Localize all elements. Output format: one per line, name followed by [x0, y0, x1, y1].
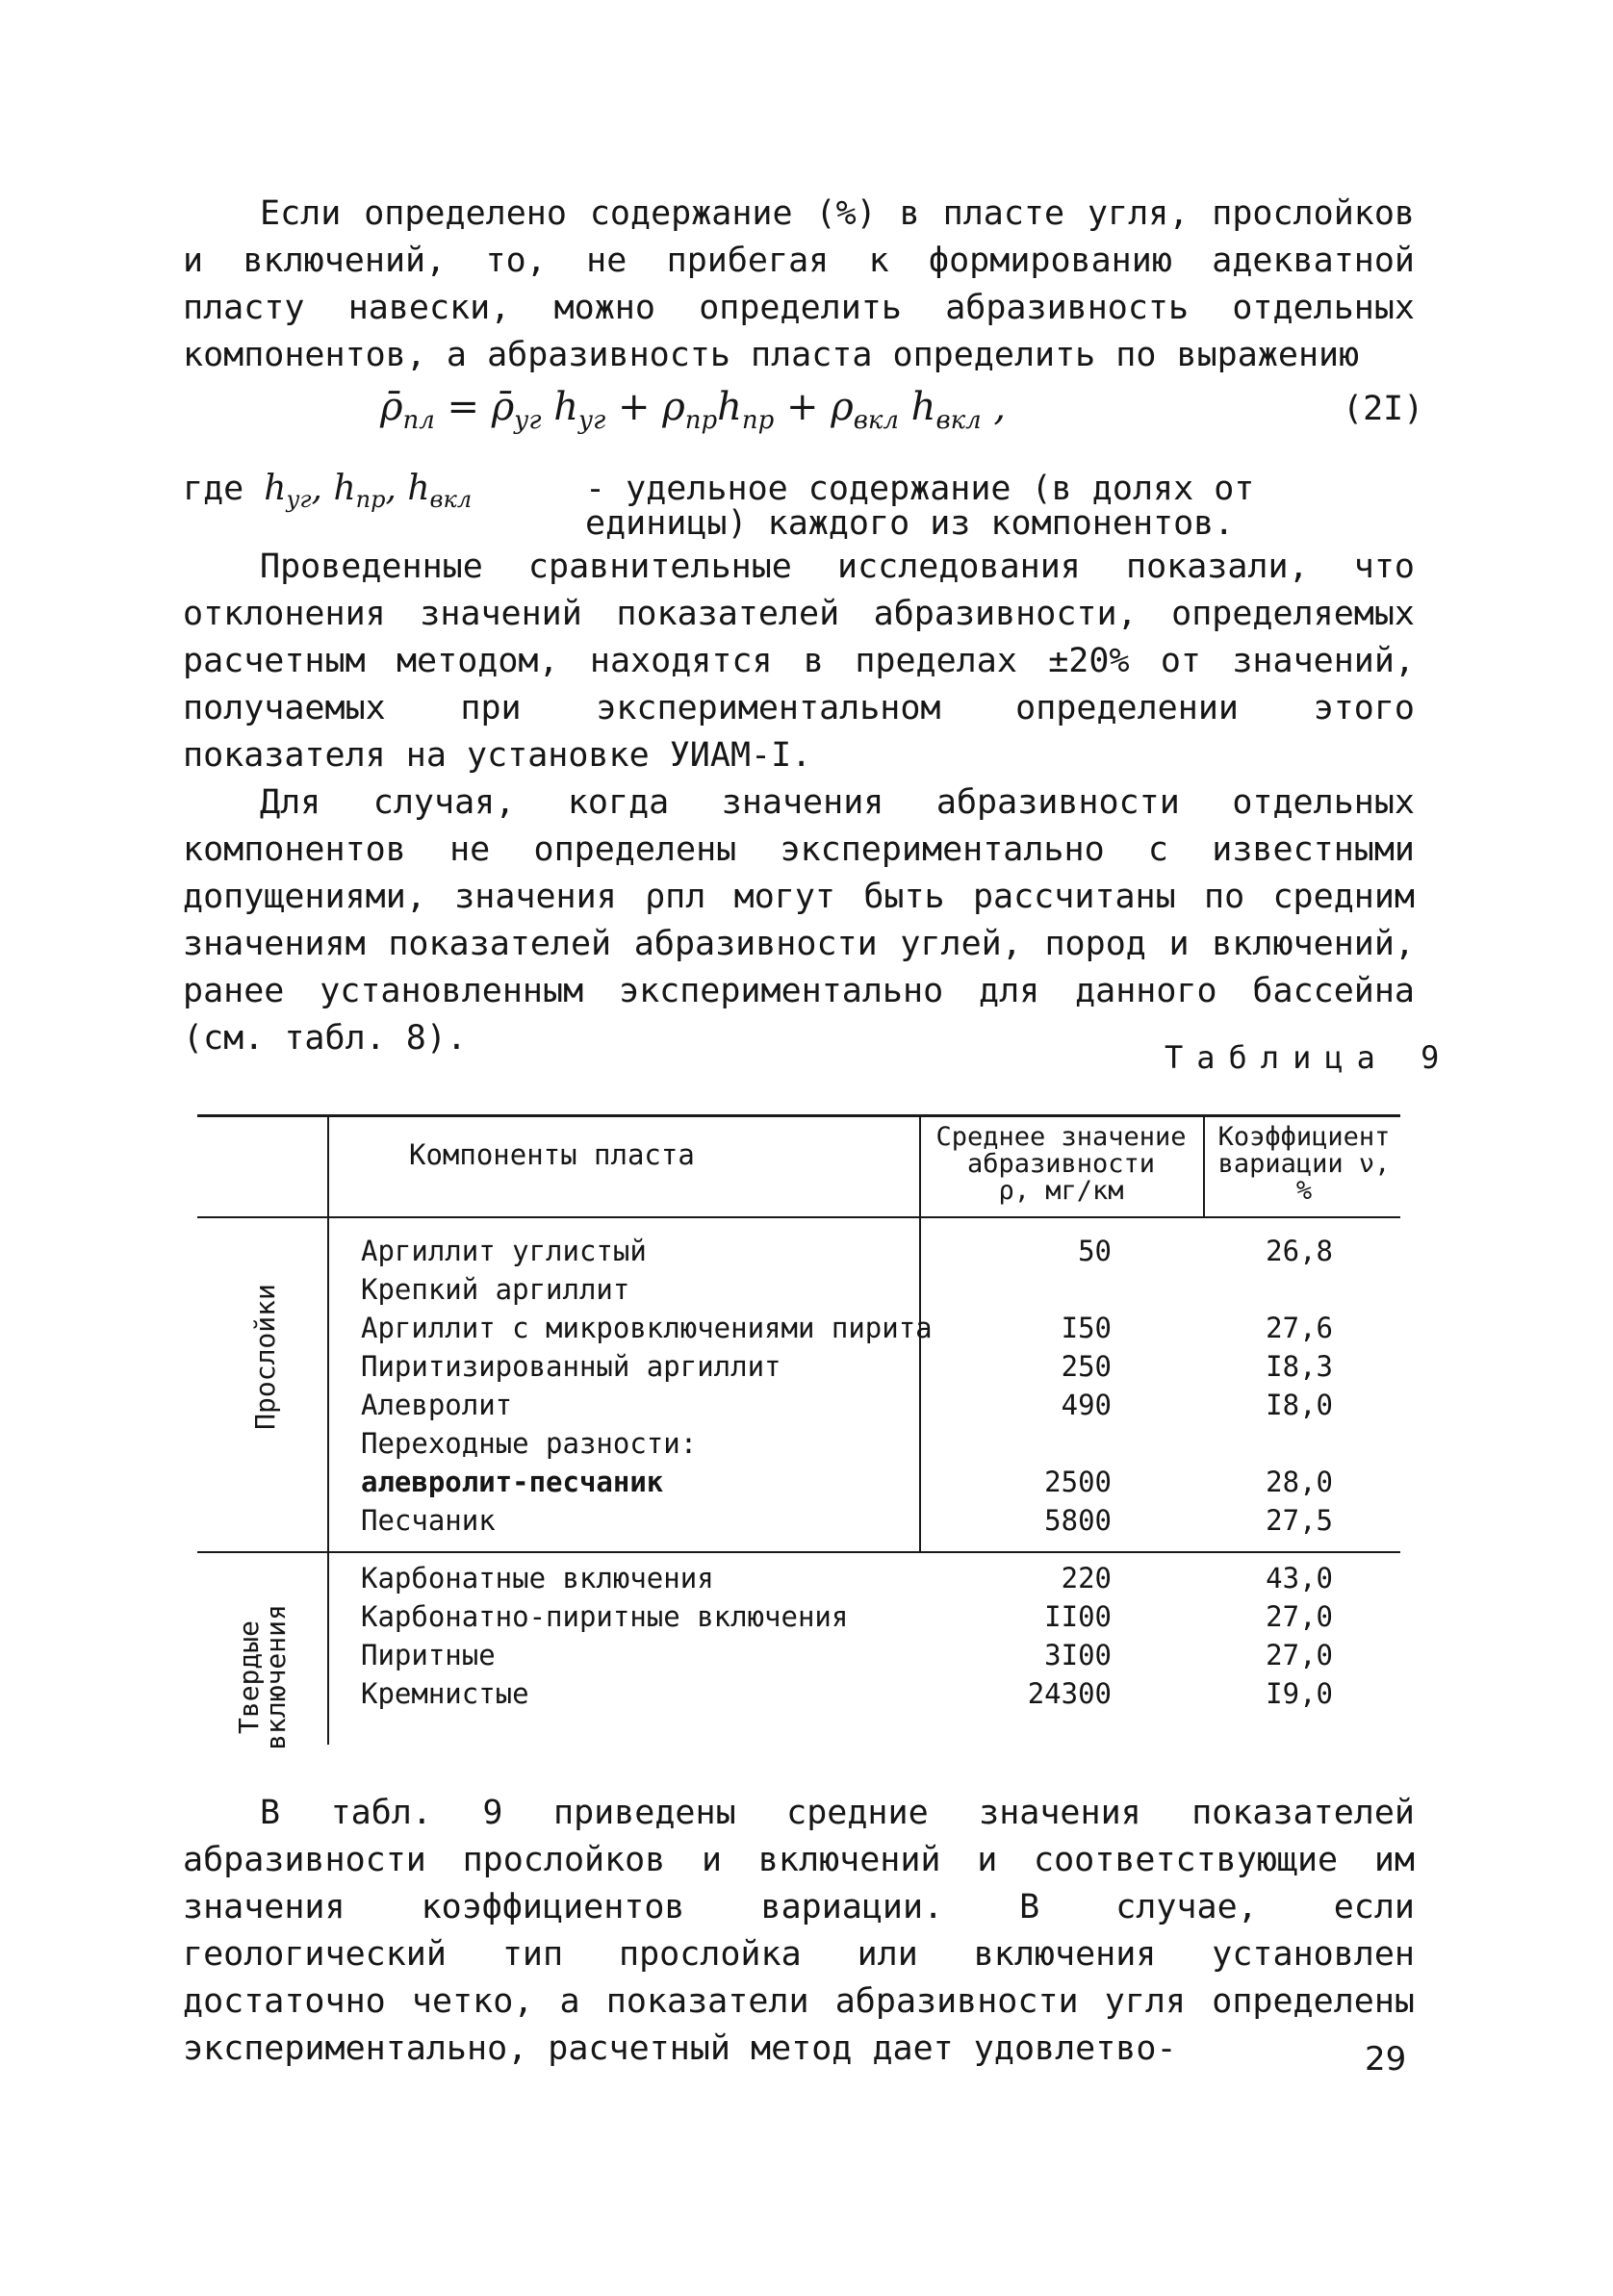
group2-averages	[948, 1559, 1112, 1713]
group-label-interlayers: Прослойки	[249, 1284, 281, 1430]
table-header-rule	[197, 1216, 1400, 1218]
formula-where: где $h_{уг}$, $h_{пр}$, $h_{вкл}$	[183, 469, 473, 514]
table-row-avg	[948, 1270, 1112, 1309]
table-row-name: Алевролит	[361, 1389, 513, 1421]
table-row-cv: 27,0	[1266, 1600, 1333, 1633]
formula-21: $\rhō_{пл}$ = $\rhō_{уг}$ $h_{уг} + \rho_{пр}h_{пр} + \rho_{вкл}$ $h_{вкл}$ ,	[380, 385, 1007, 435]
table-row-avg: 220	[1061, 1562, 1112, 1594]
table-row-name: Аргиллит углистый	[361, 1235, 647, 1267]
table-row-cv: 27,0	[1266, 1639, 1333, 1671]
table-row-avg: 5800	[1044, 1504, 1112, 1537]
formula-where-description: - удельное содержание (в долях от единицы) каждого из компонентов.	[585, 470, 1255, 543]
group1-variations	[1169, 1232, 1333, 1540]
table-row-name: Песчаник	[361, 1504, 496, 1537]
table-row-name: Пиритные	[361, 1639, 496, 1671]
table-vline-3	[1203, 1114, 1205, 1218]
group2-variations	[1169, 1559, 1333, 1713]
header-variation: Коэффициент вариации ν, %	[1217, 1122, 1391, 1206]
table-row-name: Пиритизированный аргиллит	[361, 1350, 781, 1383]
table-row-cv	[1169, 1424, 1333, 1463]
table-row-name: Кремнистые	[361, 1677, 529, 1710]
table-row-cv	[1169, 1270, 1333, 1309]
table-row-cv: 43,0	[1266, 1562, 1333, 1594]
paragraph-intro: Если определено содержание (%) в пласте угля, прослойков и включений, то, не прибегая к формированию адекватной пласту навески, можно определить абразивность отдельных компонентов, а абразивность пласта определить по выражению	[183, 194, 1415, 374]
page-number: 29	[1365, 2040, 1407, 2079]
group2-names	[361, 1559, 848, 1713]
header-average: Среднее значение абразивности ρ, мг/км	[935, 1122, 1187, 1206]
table-top-rule	[197, 1114, 1400, 1117]
table-caption: Таблица 9	[1165, 1039, 1453, 1076]
table-vline-1	[327, 1114, 329, 1745]
group1-names	[361, 1232, 933, 1540]
table-row-cv: I8,0	[1266, 1389, 1333, 1421]
table-row-avg: 24300	[1027, 1677, 1112, 1710]
table-row-avg: II00	[1044, 1600, 1112, 1633]
table-row-name: Карбонатно-пиритные включения	[361, 1600, 849, 1633]
table-row-avg: 2500	[1044, 1466, 1112, 1498]
paragraph-comparison: Проведенные сравнительные исследования показали, что отклонения значений показателей абразивности, определяемых расчетным методом, находятся в пределах ±20% от значений, получаемых при экспериментальном определении этого показателя на установке УИАМ-I.	[183, 548, 1415, 775]
table-row-name: Переходные разности:	[361, 1427, 698, 1460]
table-row-name: Аргиллит с микровключениями пирита	[361, 1312, 933, 1344]
table-row-name: Крепкий аргиллит	[361, 1273, 630, 1306]
table-row-cv: 28,0	[1266, 1466, 1333, 1498]
table-row-cv: I8,3	[1266, 1350, 1333, 1383]
paragraph-conclusion: В табл. 9 приведены средние значения показателей абразивности прослойков и включений и соответствующие им значения коэффициентов вариации. В случае, если геологический тип прослойка или включения установлен достаточно четко, а показатели абразивности угля определены экспериментально, расчетный метод дает удовлетво-	[183, 1794, 1415, 2068]
table-row-avg: 250	[1061, 1350, 1112, 1383]
table-row-avg	[948, 1424, 1112, 1463]
table-row-cv: 26,8	[1266, 1235, 1333, 1267]
group-label-inclusions: Твердые включения	[233, 1604, 292, 1750]
group1-averages	[948, 1232, 1112, 1540]
table-row-cv: 27,6	[1266, 1312, 1333, 1344]
table-row-name: Карбонатные включения	[361, 1562, 714, 1594]
formula-number: (2I)	[1343, 390, 1424, 428]
table-row-name: алевролит-песчаник	[361, 1466, 664, 1498]
table-row-avg: I50	[1061, 1312, 1112, 1344]
table-group-rule	[197, 1551, 1400, 1553]
table-row-avg: 3I00	[1044, 1639, 1112, 1671]
table-row-avg: 490	[1061, 1389, 1112, 1421]
header-components: Компоненты пласта	[409, 1138, 695, 1171]
table-row-cv: 27,5	[1266, 1504, 1333, 1537]
table-row-avg: 50	[1078, 1235, 1112, 1267]
table-row-cv: I9,0	[1266, 1677, 1333, 1710]
paragraph-calculation: Для случая, когда значения абразивности отдельных компонентов не определены экспериментально с известными допущениями, значения ρпл могут быть рассчитаны по средним значениям показателей абразивности углей, пород и включений, ранее установленным экспериментально для данного бассейна (см. табл. 8).	[183, 783, 1415, 1058]
